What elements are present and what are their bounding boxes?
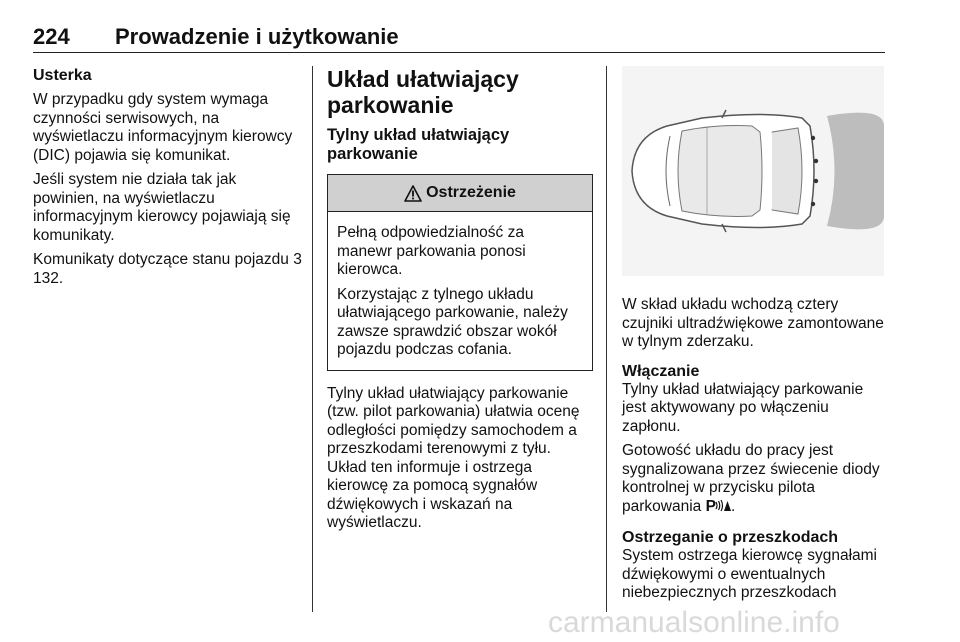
column-divider-1 xyxy=(312,66,313,612)
sentence-end: . xyxy=(730,497,736,515)
sound-waves-car-icon xyxy=(715,499,731,512)
paragraph-with-symbol xyxy=(622,442,890,516)
warning-body xyxy=(328,212,592,370)
page-reference-icon: 3 xyxy=(293,251,302,268)
column-right xyxy=(622,66,890,609)
paragraph: W przypadku gdy system wymaga czynności serwisowych, na wyświetlaczu informacyjnym kierowcy (DIC) pojawia się komunikat. xyxy=(33,91,293,164)
paragraph: System ostrzega kierowcę sygnałami dźwiękowymi o ewentualnych niebezpiecznych przeszkodach xyxy=(622,547,877,601)
section-title: Układ ułatwiający parkowanie xyxy=(327,66,519,118)
paragraph: Jeśli system nie działa tak jak powinien, na wyświetlaczu informacyjnym kierowcy pojawiają się komunikaty. xyxy=(33,171,291,244)
paragraph-reference xyxy=(33,251,303,288)
section-heading-usterka: Usterka xyxy=(33,67,92,84)
paragraph-text: Komunikaty dotyczące stanu pojazdu xyxy=(33,251,289,268)
paragraph: Tylny układ ułatwiający parkowanie (tzw. pilot parkowania) ułatwia ocenę odległości pomiędzy samochodem a przeszkodami terenowymi z tyłu. Układ ten informuje i ostrzega kierowcę za pomocą sygnałów dźwiękowych i wskazań na wyświetlaczu. xyxy=(327,384,580,531)
parking-pilot-symbol xyxy=(706,498,731,515)
page-number: 224 xyxy=(33,24,70,49)
page-header xyxy=(33,24,885,53)
page-reference: 132. xyxy=(33,269,64,287)
warning-paragraph: Pełną odpowiedzialność za manewr parkowania ponosi kierowca. xyxy=(337,224,526,278)
column-left xyxy=(33,66,303,294)
warning-box xyxy=(327,174,593,371)
parking-pilot-symbol-letter: P xyxy=(705,497,715,515)
section-heading-wlaczanie: Włączanie xyxy=(622,362,700,380)
warning-title: Ostrzeżenie xyxy=(426,184,516,201)
paragraph: W skład układu wchodzą cztery czujniki ultradźwiękowe zamontowane w tylnym zderzaku. xyxy=(622,296,884,350)
column-divider-2 xyxy=(606,66,607,612)
page-title: Prowadzenie i użytkowanie xyxy=(115,24,399,49)
paragraph-text: Gotowość układu do pracy jest sygnalizowana przez świecenie diody kontrolnej w przycisku pilota parkowania xyxy=(622,442,880,515)
warning-header xyxy=(328,175,592,212)
car-parking-sensors-illustration xyxy=(622,66,884,276)
paragraph: Tylny układ ułatwiający parkowanie jest aktywowany po włączeniu zapłonu. xyxy=(622,380,864,435)
section-heading-ostrzeganie: Ostrzeganie o przeszkodach xyxy=(622,529,839,546)
warning-paragraph: Korzystając z tylnego układu ułatwiającego parkowanie, należy zawsze sprawdzić obszar wokół pojazdu podczas cofania. xyxy=(337,285,568,358)
column-middle xyxy=(327,66,593,539)
warning-triangle-icon xyxy=(404,185,422,202)
watermark: carmanualsonline.info xyxy=(548,606,840,639)
subsection-title: Tylny układ ułatwiający parkowanie xyxy=(327,126,510,163)
